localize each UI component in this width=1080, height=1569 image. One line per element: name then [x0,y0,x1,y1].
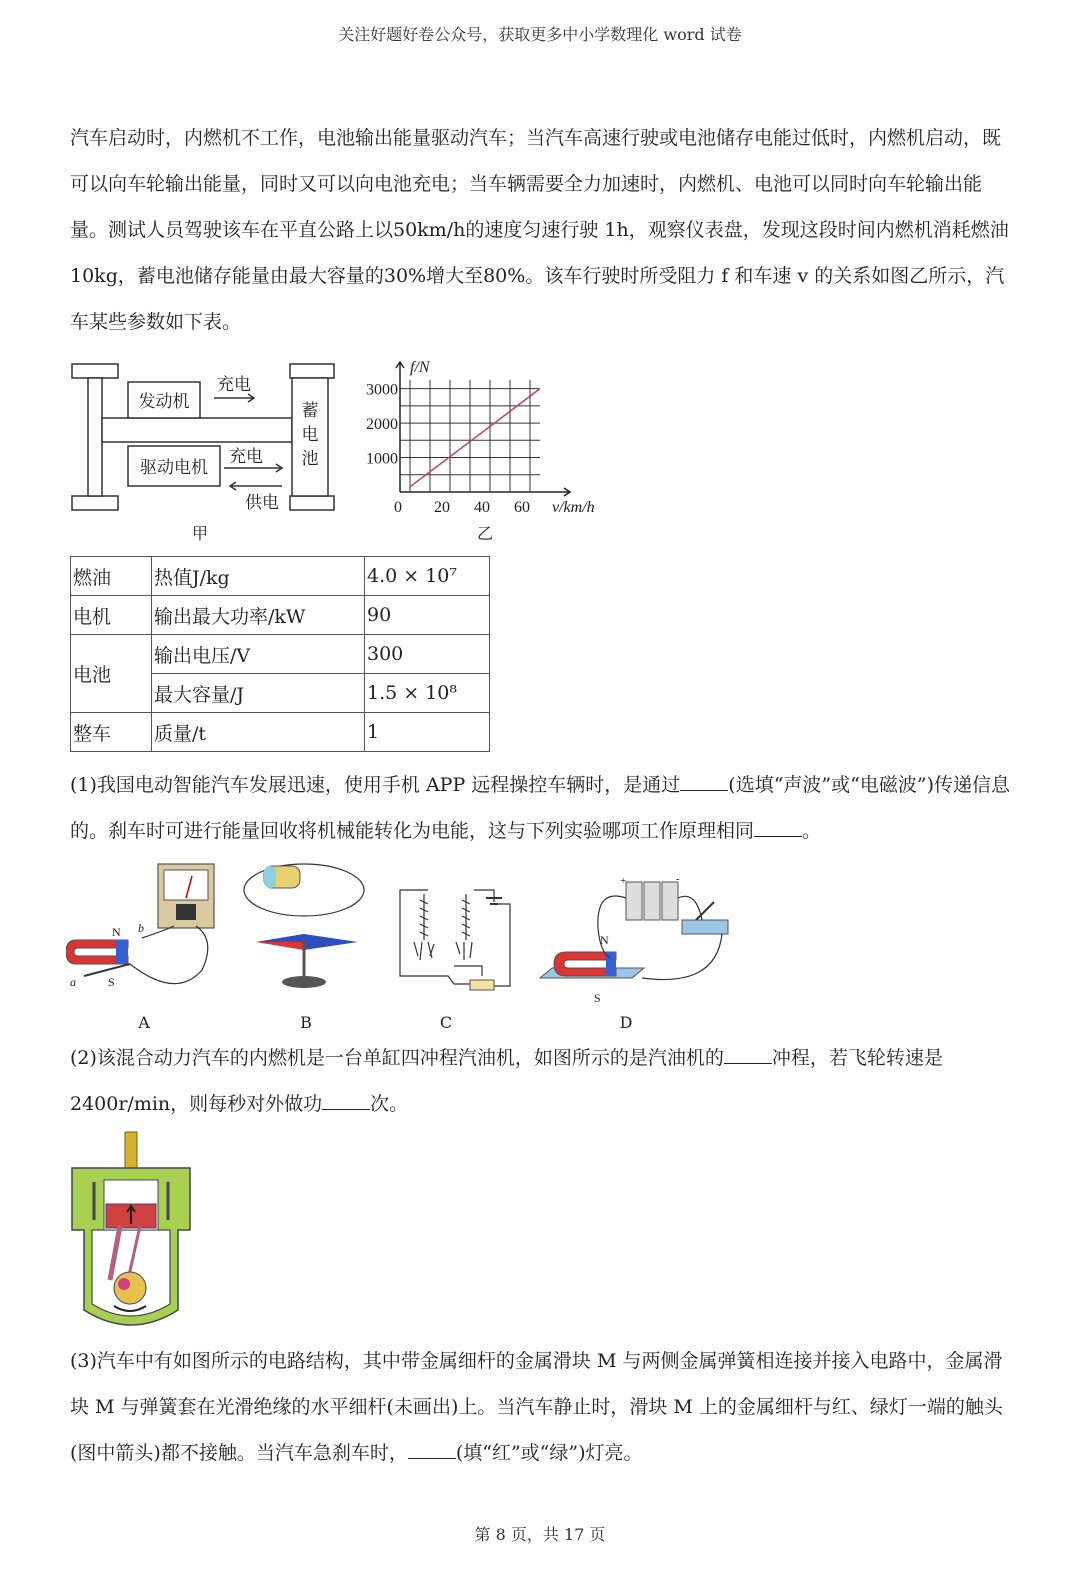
battery-char-3: 池 [301,449,319,468]
battery-cell-2 [644,882,660,920]
origin-label: 0 [394,499,402,516]
question-3 [70,1338,1015,1476]
q2-blank-2[interactable] [322,1091,370,1110]
table-cell-group: 燃油 [71,557,152,596]
q3-blank-1[interactable] [408,1440,456,1459]
wheel-top-right [290,364,334,378]
x-tick-label: 40 [474,499,490,516]
battery-char-2: 电 [301,425,319,444]
motor-label: 驱动电机 [140,458,208,477]
crankshaft-icon [114,1272,146,1304]
question-1 [70,762,1015,854]
wheel-bottom-right [290,496,334,510]
option-d-figure [536,868,736,1008]
q1-text-b: (选填“声波”或“电磁波”)传递信息的。刹车时可进行能量回收将机械能转化为电能，这与下列实验哪项工作原理相同 [70,774,1010,842]
x-axis-label: v/km/h [552,499,595,516]
table-cell-value: 300 [365,635,490,674]
battery-char-1: 蓄 [301,401,319,420]
supply-label: 供电 [245,493,279,512]
q1-text-a: (1)我国电动智能汽车发展迅速，使用手机 APP 远程操控车辆时，是通过 [70,774,681,796]
q2-blank-1[interactable] [724,1045,772,1064]
y-tick-label: 3000 [366,381,398,399]
y-tick-label: 2000 [366,416,398,434]
table-cell-group: 电机 [71,596,152,635]
fig-yi-chart [352,352,612,522]
table-cell-item: 质量/t [152,713,365,752]
q2-text-b: 冲程，若飞轮转速是2400r/min，则每秒对外做功 [70,1047,943,1115]
svg-text:N: N [600,933,609,947]
option-b-label: B [300,1013,312,1032]
table-cell-value: 90 [365,596,490,635]
table-row [71,635,490,674]
option-c-label: C [439,1013,453,1032]
y-tick-label: 1000 [366,450,398,468]
q2-text-a: (2)该混合动力汽车的内燃机是一台单缸四冲程汽油机，如图所示的是汽油机的 [70,1047,724,1069]
table-row [71,713,490,752]
charge-label-1: 充电 [217,375,251,394]
table-cell-value: 1 [365,713,490,752]
table-cell-item: 热值J/kg [152,557,365,596]
table-cell-group: 电池 [71,635,152,713]
conductor-ab [84,964,130,976]
wheel-bottom-left [72,496,118,510]
q1-blank-2[interactable] [754,818,802,837]
engine-label: 发动机 [138,392,190,411]
engine-diagram [70,1130,192,1334]
table-cell-value: 1.5 × 10⁸ [365,674,490,713]
table-row [71,596,490,635]
left-axle [88,378,102,496]
fig-jia-caption: 甲 [191,524,208,543]
wheel-top-left [72,364,118,378]
table-cell-item: 最大容量/J [152,674,365,713]
svg-text:b: b [138,921,144,935]
option-c-figure [394,880,514,996]
battery-cell-3 [662,882,678,920]
fig-jia-diagram [68,358,348,518]
option-a-label: A [138,1013,150,1032]
svg-text:a: a [70,975,76,989]
q1-text-c: 。 [802,820,822,842]
option-a-figure [66,860,226,1002]
x-tick-label: 20 [434,499,450,516]
drive-shaft [102,418,292,442]
svg-text:+: + [620,875,627,887]
table-cell-group: 整车 [71,713,152,752]
svg-text:N: N [112,925,121,939]
page-footer: 第 8 页，共 17 页 [474,1525,606,1544]
params-table [70,556,490,752]
y-axis-label: f/N [410,359,430,376]
svg-text:S: S [108,975,115,989]
table-cell-item: 输出电压/V [152,635,365,674]
battery-cell-1 [626,882,642,920]
table-cell-item: 输出最大功率/kW [152,596,365,635]
q2-text-c: 次。 [370,1093,409,1115]
spark-plug-icon [125,1132,137,1168]
charge-label-2: 充电 [229,447,263,466]
option-b-figure [242,860,370,996]
electromagnet-2-icon [462,894,470,940]
switch-icon [682,920,728,934]
q3-text-a: (3)汽车中有如图所示的电路结构，其中带金属细杆的金属滑块 M 与两侧金属弹簧相连接并接入电路中，金属滑块 M 与弹簧套在光滑绝缘的水平细杆(未画出)上。当汽车静止时，滑块 M 上的金属细杆与红、绿灯一端的触头(图中箭头)都不接触。当汽车急刹车时， [70,1350,1003,1464]
rheostat-icon [470,980,494,990]
x-tick-label: 60 [514,499,530,516]
electromagnet-1-icon [420,894,428,940]
svg-text:-: - [676,873,680,885]
fig-yi-caption: 乙 [476,524,493,543]
table-row [71,557,490,596]
q3-text-b: (填“红”或“绿”)灯亮。 [455,1442,643,1464]
intro-paragraph: 汽车启动时，内燃机不工作，电池输出能量驱动汽车；当汽车高速行驶或电池储存电能过低时，内燃机启动，既可以向车轮输出能量，同时又可以向电池充电；当车辆需要全力加速时，内燃机、电池可以同时向车轮输出能量。测试人员驾驶该车在平直公路上以50km/h的速度匀速行驶 1h，观察仪表盘，发现这段时间内燃机消耗燃油 10kg，蓄电池储存能量由最大容量的30%增大至80%。该车行驶时所受阻力 f 和车速 v 的关系如图乙所示，汽车某些参数如下表。 [70,127,1009,333]
question-2 [70,1035,1015,1127]
svg-text:S: S [594,991,601,1005]
option-d-label: D [619,1013,633,1032]
table-cell-value: 4.0 × 10⁷ [365,557,490,596]
page-header: 关注好题好卷公众号，获取更多中小学数理化 word 试卷 [338,25,742,44]
q1-blank-1[interactable] [680,772,728,791]
